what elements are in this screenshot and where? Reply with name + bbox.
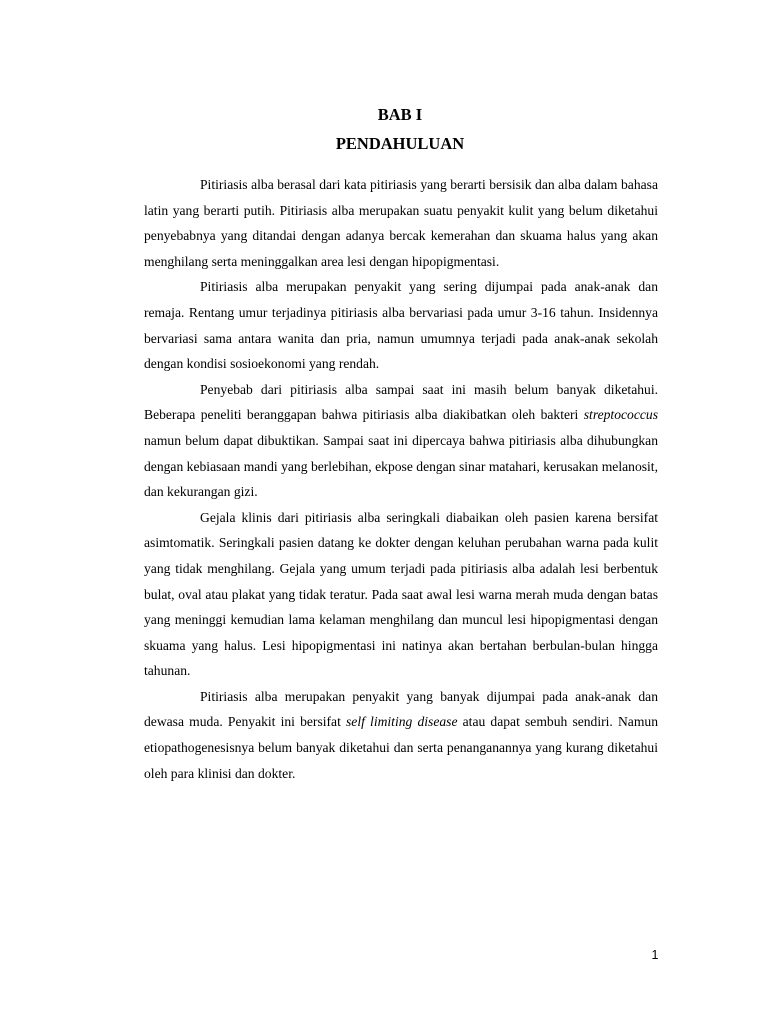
paragraph-text: atau dapat sembuh sendiri. Namun etiopathogenesisnya belum banyak diketahui dan serta penanganannya yang kurang diketahui oleh para klinisi dan dokter. <box>144 714 658 781</box>
paragraph-5 <box>144 684 658 786</box>
paragraph-text: Penyebab dari pitiriasis alba sampai saat ini masih belum banyak diketahui. Beberapa peneliti beranggapan bahwa pitiriasis alba diakibatkan oleh bakteri <box>144 381 658 423</box>
italic-term-self-limiting-disease: self limiting disease <box>346 714 458 730</box>
paragraph-3 <box>144 377 658 505</box>
paragraph-text: Gejala klinis dari pitiriasis alba seringkali diabaikan oleh pasien karena bersifat asimtomatik. Seringkali pasien datang ke dokter dengan keluhan perubahan warna pada kulit yang tidak menghilang. Gejala yang umum terjadi pada pitiriasis alba adalah lesi berbentuk bulat, oval atau plakat yang tidak teratur. Pada saat awal lesi warna merah muda dengan batas yang meninggi kemudian lama kelaman menghilang dan muncul lesi hipopigmentasi dengan skuama yang halus. Lesi hipopigmentasi ini natinya akan bertahan berbulan-bulan hingga tahunan. <box>144 509 658 679</box>
paragraph-text: Pitiriasis alba berasal dari kata pitiriasis yang berarti bersisik dan alba dalam bahasa latin yang berarti putih. Pitiriasis alba merupakan suatu penyakit kulit yang belum diketahui penyebabnya yang ditandai dengan adanya bercak kemerahan dan skuama halus yang akan menghilang serta meninggalkan area lesi dengan hipopigmentasi. <box>144 177 658 269</box>
paragraph-1 <box>144 172 658 274</box>
chapter-title: PENDAHULUAN <box>335 134 465 153</box>
paragraph-text: namun belum dapat dibuktikan. Sampai saat ini dipercaya bahwa pitiriasis alba dihubungkan dengan kebiasaan mandi yang berlebihan, ekpose dengan sinar matahari, kerusakan melanosit, dan kekurangan gizi. <box>144 432 658 500</box>
paragraph-4 <box>144 505 658 684</box>
italic-term-streptococcus: streptococcus <box>583 407 658 423</box>
page-number: 1 <box>651 948 659 962</box>
body-text <box>144 172 658 786</box>
paragraph-2 <box>144 274 658 376</box>
chapter-number: BAB I <box>377 105 423 124</box>
paragraph-text: Pitiriasis alba merupakan penyakit yang sering dijumpai pada anak-anak dan remaja. Rentang umur terjadinya pitiriasis alba bervariasi pada umur 3-16 tahun. Insidennya bervariasi sama antara wanita dan pria, namun umumnya terjadi pada anak-anak sekolah dengan kondisi sosioekonomi yang rendah. <box>144 279 658 372</box>
paragraph-text: Pitiriasis alba merupakan penyakit yang banyak dijumpai pada anak-anak dan dewasa muda. Penyakit ini bersifat <box>144 688 658 730</box>
